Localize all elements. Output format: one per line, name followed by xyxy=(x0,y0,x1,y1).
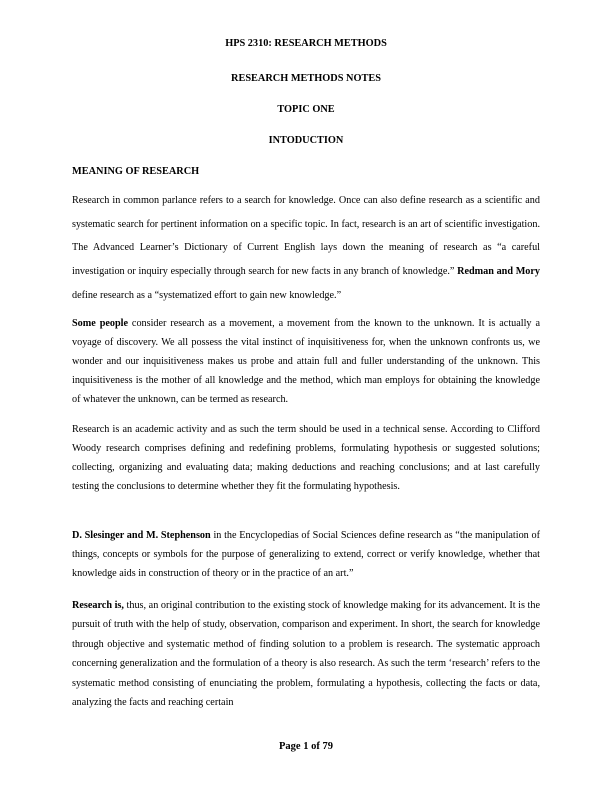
paragraph-2-text: consider research as a movement, a movement from the known to the unknown. It is actually a voyage of discovery. We all possess the vital instinct of inquisitiveness for, when the unknown confronts us, we wonder and our inquisitiveness makes us probe and attain full and fuller understanding of the unknown. This inquisitiveness is the mother of all knowledge and the method, which man employs for obtaining the knowledge of whatever the unknown, can be termed as research. xyxy=(72,318,540,406)
paragraph-1-tail: define research as a “systematized effort to gain new knowledge.” xyxy=(72,289,342,301)
notes-title: RESEARCH METHODS NOTES xyxy=(231,73,381,84)
paragraph-3 xyxy=(72,420,540,496)
chapter-heading: INTODUCTION xyxy=(268,135,344,146)
paragraph-1-bold-lead: Redman and Mory xyxy=(457,266,541,278)
paragraph-4 xyxy=(72,526,540,583)
course-title: HPS 2310: RESEARCH METHODS xyxy=(225,38,387,49)
paragraph-3-text: Research is an academic activity and as such the term should be used in a technical sense. According to Clifford Woody research comprises defining and redefining problems, formulating hypothesis or suggested solutions; collecting, organizing and evaluating data; making deductions and reaching conclusions; and at last carefully testing the conclusions to determine whether they fit the formulating hypothesis. xyxy=(72,424,540,493)
paragraph-2-bold-lead: Some people xyxy=(72,318,128,329)
paragraph-1 xyxy=(72,189,540,308)
paragraph-4-bold-lead: D. Slesinger and M. Stephenson xyxy=(72,530,211,541)
paragraph-5-bold-lead: Research is, xyxy=(72,600,124,611)
page-number: Page 1 of 79 xyxy=(279,741,333,752)
paragraph-4-text: in the Encyclopedias of Social Sciences define research as “the manipulation of things, concepts or symbols for the purpose of generalizing to extend, correct or verify knowledge, whether that knowledge aids in construction of theory or in the practice of an art.” xyxy=(72,530,540,580)
section-heading: MEANING OF RESEARCH xyxy=(72,166,200,177)
paragraph-5 xyxy=(72,596,540,712)
paragraph-5-text: thus, an original contribution to the existing stock of knowledge making for its advancement. It is the pursuit of truth with the help of study, observation, comparison and experiment. In short, the search for knowledge through objective and systematic method of finding solution to a problem is research. The systematic approach concerning generalization and the formulation of a theory is also research. As such the term ‘research’ refers to the systematic method consisting of enunciating the problem, formulating a hypothesis, collecting the facts or data, analyzing the facts and reaching certain xyxy=(72,600,540,709)
paragraph-1-text: Research in common parlance refers to a search for knowledge. Once can also define research as a scientific and systematic search for pertinent information on a specific topic. In fact, research is an art of scientific investigation. The Advanced Learner’s Dictionary of Current English lays down the meaning of research as “a careful investigation or inquiry especially through search for new facts in any branch of knowledge.” xyxy=(72,195,540,278)
paragraph-2 xyxy=(72,314,540,409)
topic-heading: TOPIC ONE xyxy=(277,104,335,115)
